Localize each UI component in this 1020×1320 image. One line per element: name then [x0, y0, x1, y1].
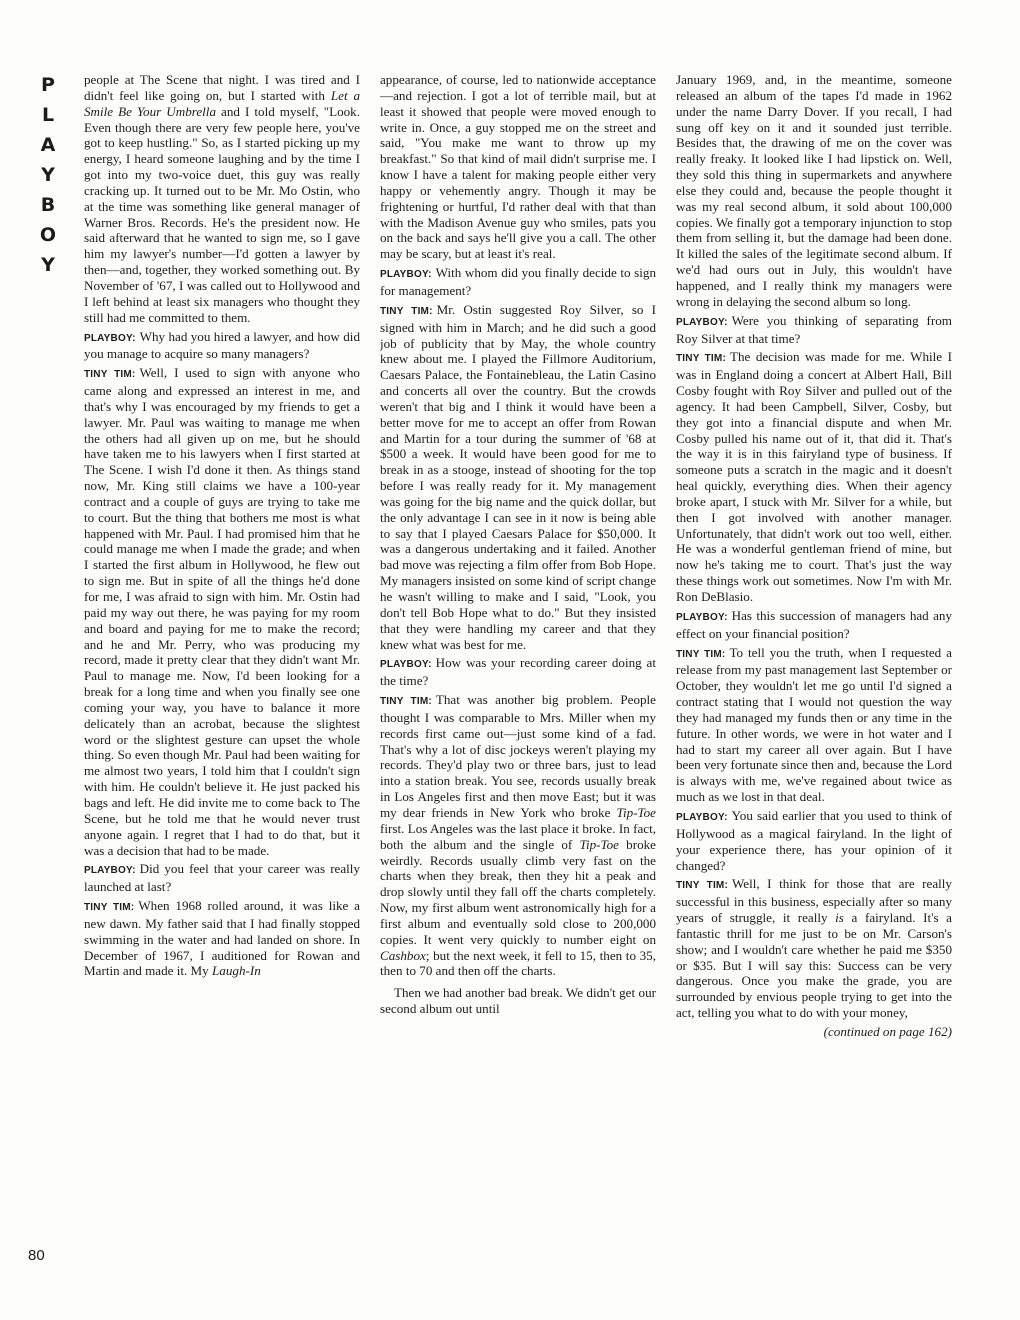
speaker-label: TINY TIM:: [84, 369, 136, 381]
italic-title: Laugh-In: [212, 963, 261, 979]
paragraph-text: The decision was made for me. While I was in England doing a concert at Albert Hall, Bill Cosby fought with Roy Silver and pulled out of the agency. It had been Campbell, Silver, Cosby, but they got into a financial dispute and when Mr. Cosby pulled his name out of it, that did it. That's the way it is in this fairyland type of business. If someone puts a scratch in the magic and it doesn't heal quickly, everything dies. When their agency broke apart, I stuck with Mr. Silver for a while, but then I got involved with another manager. Unfortunately, that didn't work out too well, either. He was a wonderful gentleman friend of mine, but now he's taking me to court. That's just the way these things work out sometimes. Now I'm with Mr. Ron DeBlasio.: [676, 349, 952, 604]
article-paragraph: [676, 876, 952, 1021]
speaker-label: TINY TIM:: [676, 880, 728, 892]
paragraph-text: first. Los Angeles was the last place it broke. In fact, both the album and the single of: [380, 820, 656, 852]
paragraph-text: To tell you the truth, when I requested a release from my past management last September or October, they wouldn't let me go until I'd signed a contract stating that I would not question the way they had managed my funds then or any time in the future. In other words, we were in hot water and I had to start my career all over again. But I have been very fortunate since then and, because the Lord is always with me, we've regained about twice as much as we lost in that deal.: [676, 644, 952, 805]
paragraph-text: You said earlier that you used to think of Hollywood as a magical fairyland. In the light of your experience there, has your opinion of it changed?: [676, 807, 952, 873]
speaker-label: PLAYBOY:: [380, 659, 432, 671]
paragraph-text: Mr. Ostin suggested Roy Silver, so I signed with him in March; and he did such a good job of publicity that by May, the whole country knew about me. I played the Fillmore Auditorium, Caesars Palace, the Fontainebleau, the Latin Casino and concerts all over the country. But the crowds weren't that big and I think it would have been a better move for me to accept an offer from Rowan and Martin for a tour during the summer of '68 at $500 a week. It would have been good for me to break in as a stooge, instead of shooting for the top before I was really ready for it. My management was going for the big name and the quick dollar, but the only advantage I can see in it now is being able to say that I played Caesars Palace for $50,000. It was a dangerous undertaking and it failed. Another bad move was rejecting a film offer from Bob Hope. My managers insisted on some kind of script change he wasn't willing to make and I said, "Look, you don't tell Bob Hope what to do." But they insisted that they were handling my career and that they knew what was best for me.: [380, 301, 656, 652]
continuation-note: (continued on page 162): [823, 1023, 952, 1039]
article-paragraph: [84, 365, 360, 858]
article-paragraph: [676, 72, 952, 310]
article-paragraph: [676, 645, 952, 805]
article-paragraph: [380, 655, 656, 689]
paragraph-text: and I told myself, "Look. Even though there are very few people here, you've got to keep hustling." So, as I started picking up my energy, I heard someone laughing and by the time I got into my two-voice duet, this guy was really cracking up. It turned out to be Mr. Mo Ostin, who at the time was something like general manager of Warner Bros. Records. He's the president now. He said afterward that he wanted to sign me, so I gave him my lawyer's number—I'd gotten a lawyer by then—and, together, they worked something out. By November of '67, I was called out to Hollywood and I left behind at least six managers who thought they still had me committed to them.: [84, 103, 360, 325]
magazine-name-letter: B: [40, 194, 56, 216]
speaker-label: PLAYBOY:: [676, 316, 728, 328]
paragraph-text: a fairyland. It's a fantastic thrill for me just to be on Mr. Carson's show; and I wouldn't care whether he paid me $350 or $35. But I will say this: Success can be very dangerous. Once you make the grade, you are surrounded by envious people trying to get into the act, telling you what to do with your money,: [676, 910, 952, 1021]
article-paragraph: [84, 861, 360, 895]
paragraph-text: appearance, of course, led to nationwide acceptance—and rejection. I got a lot of terrible mail, but at least it showed that people were moved enough to write in. Once, a guy stopped me on the street and said, "You make me want to throw up my breakfast." So that kind of mail didn't surprise me. I know I have a talent for making people either very happy or vehemently angry. Though it may be frightening or hurtful, I'd rather deal with that than with the Madison Avenue guy who smiles, pats you on the back and says he'll give you a call. The other may be scary, but at least it's real.: [380, 72, 656, 262]
paragraph-text: When 1968 rolled around, it was like a new dawn. My father said that I had finally stopped swimming in the water and had landed on shore. In December of 1967, I auditioned for Rowan and Martin and made it. My: [84, 898, 360, 979]
paragraph-text: January 1969, and, in the meantime, someone released an album of the tapes I'd made in 1962 under the name Darry Dover. If you recall, I had sung off key on it and it sounded just terrible. Besides that, the drawing of me on the cover was really freaky. It looked like I had lipstick on. Well, they sold this thing in supermarkets and anywhere else they could and, because the people thought it was my real second album, it sold about 100,000 copies. We finally got a temporary injunction to stop them from selling it, but the damage had been done. It killed the sales of the legitimate second album. If we'd had ours out in July, this wouldn't have happened, and I really think my managers were wrong in delaying the second album so long.: [676, 72, 952, 309]
speaker-label: PLAYBOY:: [84, 332, 136, 344]
article-paragraph: [84, 72, 360, 326]
magazine-name-letter: O: [39, 224, 57, 246]
speaker-label: PLAYBOY:: [676, 811, 728, 823]
speaker-label: TINY TIM:: [676, 353, 726, 365]
article-paragraph: [380, 72, 656, 262]
paragraph-text: How was your recording career doing at the time?: [380, 655, 656, 689]
speaker-label: PLAYBOY:: [676, 611, 728, 623]
italic-title: Let a Smile Be Your Umbrella: [84, 87, 360, 119]
magazine-name-letter: P: [41, 74, 55, 96]
article-paragraph: [676, 349, 952, 605]
article-paragraph: [84, 898, 360, 979]
italic-title: Tip-Toe: [616, 804, 656, 820]
article-paragraph: [84, 329, 360, 363]
paragraph-text: Well, I used to sign with anyone who came along and expressed an interest in me, and that's why I was encouraged by my friends to get a lawyer. Mr. Paul was waiting to manage me when the others had all given up on me, but he should have taken me to his lawyers when I first started at The Scene. I wish I'd done it then. As things stand now, Mr. King still claims we have a 100-year contract and a couple of guys are trying to take me to court. But the thing that bothers me most is what happened with Mr. Paul. I had promised him that he could manage me when I made the grade; and when I started the first album in Hollywood, he flew out to sign me. But in spite of all the things he'd done for me, I was afraid to sign with him. Mr. Ostin had paid my way out there, he was paying for my room and board and paying for me to make the record; and he and Mr. Perry, who was producing my record, made it pretty clear that they didn't want Mr. Paul to manage me. Now, I'd been looking for a break for a long time and when you finally see one coming your way, you have to balance it more delicately than an acrobat, because the slightest word or the slightest gesture can upset the whole thing. So even though Mr. Paul had been waiting for me almost two years, I told him that I couldn't sign with him. He couldn't believe it. He just packed his bags and left. He did invite me to come back to The Scene, but he told me that he would never trust anyone again. I regret that I had to do that, but it was a decision that had to be made.: [84, 365, 360, 858]
magazine-name-letter: Y: [41, 164, 55, 186]
paragraph-text: ; but the next week, it fell to 15, then to 35, then to 70 and then off the charts.: [380, 947, 656, 979]
paragraph-text: With whom did you finally decide to sign for management?: [380, 265, 656, 298]
paragraph-text: broke weirdly. Records usually climb very fast on the charts when they break, then they hit a peak and drop slowly until they fall off the charts completely. Now, my first album went astronomically high for a first album and eventually sold close to 200,000 copies. It went very quickly to number eight on: [380, 836, 656, 947]
speaker-label: TINY TIM:: [380, 305, 433, 317]
magazine-name-letter: L: [41, 104, 55, 126]
paragraph-text: Did you feel that your career was really launched at last?: [84, 861, 360, 895]
paragraph-text: Were you thinking of separating from Roy Silver at that time?: [676, 312, 952, 346]
paragraph-text: Then we had another bad break. We didn't get our second album out until: [380, 985, 656, 1017]
paragraph-text: Has this succession of managers had any effect on your financial position?: [676, 607, 952, 641]
magazine-name-letter: A: [40, 134, 56, 156]
speaker-label: TINY TIM:: [380, 696, 432, 708]
italic-title: is: [835, 910, 844, 926]
article-column-3: [676, 72, 952, 1304]
speaker-label: PLAYBOY:: [84, 865, 136, 877]
article-column-2: [380, 72, 656, 1304]
italic-title: Tip-Toe: [579, 836, 619, 852]
paragraph-text: Well, I think for those that are really successful in this business, especially after so many years of struggle, it really: [676, 876, 952, 926]
italic-title: Cashbox: [380, 947, 426, 963]
speaker-label: PLAYBOY:: [380, 269, 432, 281]
page-number: 80: [28, 1247, 45, 1264]
paragraph-text: people at The Scene that night. I was tired and I didn't feel like going on, but I started with: [84, 72, 360, 103]
magazine-name-letter: Y: [41, 254, 55, 276]
article-paragraph: [380, 985, 656, 1017]
speaker-label: TINY TIM:: [676, 648, 726, 660]
article-paragraph: [676, 608, 952, 642]
article-paragraph: [676, 808, 952, 873]
magazine-name-vertical: [28, 70, 68, 280]
article-column-1: [84, 72, 360, 1304]
article-paragraph: [676, 313, 952, 347]
article-paragraph: [380, 692, 656, 979]
article-paragraph: [380, 302, 656, 653]
paragraph-text: That was another big problem. People thought I was comparable to Mrs. Miller when my records first came out—just some kind of a fad. That's why a lot of disc jockeys weren't playing my records. They'd play two or three bars, just to lead into a station break. You see, records usually break in Los Angeles first and then move East; but it was my dear friends in New York who broke: [380, 692, 656, 820]
paragraph-text: Why had you hired a lawyer, and how did you manage to acquire so many managers?: [84, 328, 360, 362]
speaker-label: TINY TIM:: [84, 902, 135, 914]
article-paragraph: [380, 265, 656, 299]
